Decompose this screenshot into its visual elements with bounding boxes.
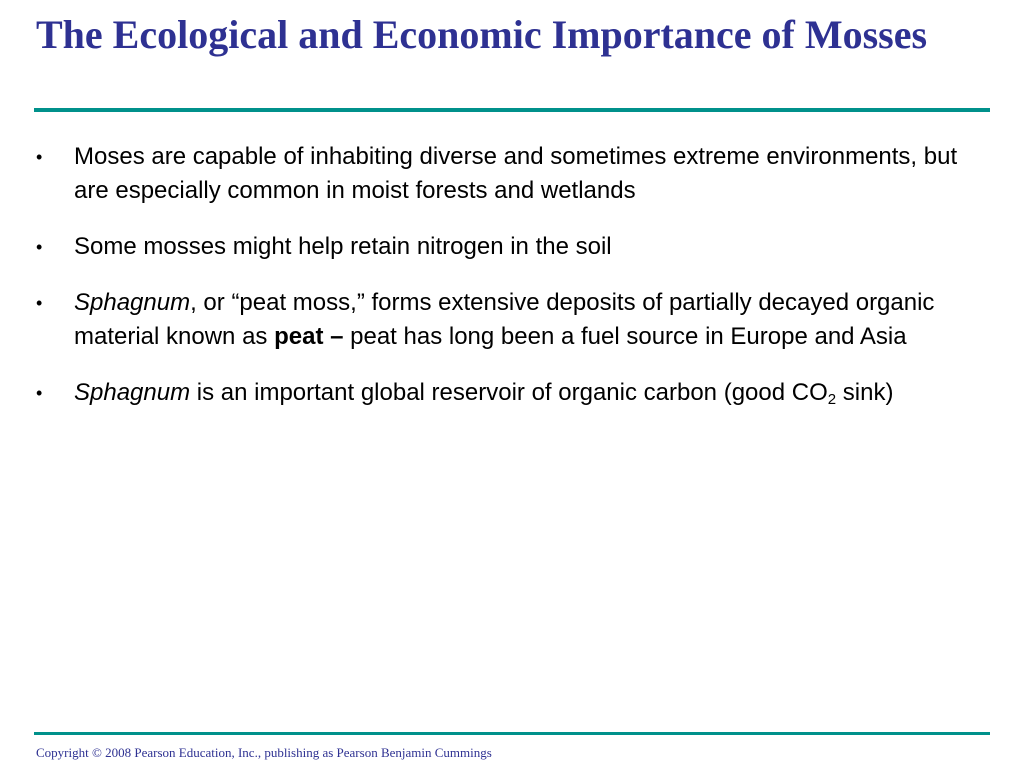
bullet-list [36, 140, 966, 432]
title-divider [34, 108, 990, 112]
bullet-marker: • [36, 293, 43, 313]
bullet-text: Moses are capable of inhabiting diverse and sometimes extreme environments, but are especially common in moist forests and wetlands [74, 143, 958, 204]
slide-title: The Ecological and Economic Importance of Mosses [36, 12, 928, 57]
genus-name: Sphagnum [74, 289, 191, 316]
bullet-text: peat has long been a fuel source in Europe and Asia [343, 323, 907, 350]
bullet-marker: • [36, 147, 43, 167]
key-term: peat – [274, 323, 344, 350]
bullet-text: sink) [836, 379, 894, 406]
copyright-footer: Copyright © 2008 Pearson Education, Inc., publishing as Pearson Benjamin Cummings [36, 745, 492, 760]
bullet-marker: • [36, 237, 43, 257]
footer-divider [34, 732, 990, 735]
bullet-item-peat [36, 286, 966, 354]
bullet-text: is an important global reservoir of organic carbon (good CO [190, 379, 828, 406]
bullet-item-carbon [36, 376, 966, 410]
bullet-text: , or “peat moss,” forms extensive deposits of partially decayed organic material known as [74, 289, 935, 350]
genus-name: Sphagnum [74, 379, 191, 406]
bullet-item-habitats [36, 140, 966, 208]
subscript: 2 [827, 391, 837, 408]
bullet-item-nitrogen [36, 230, 966, 264]
bullet-text: Some mosses might help retain nitrogen in the soil [74, 233, 612, 260]
bullet-marker: • [36, 383, 43, 403]
